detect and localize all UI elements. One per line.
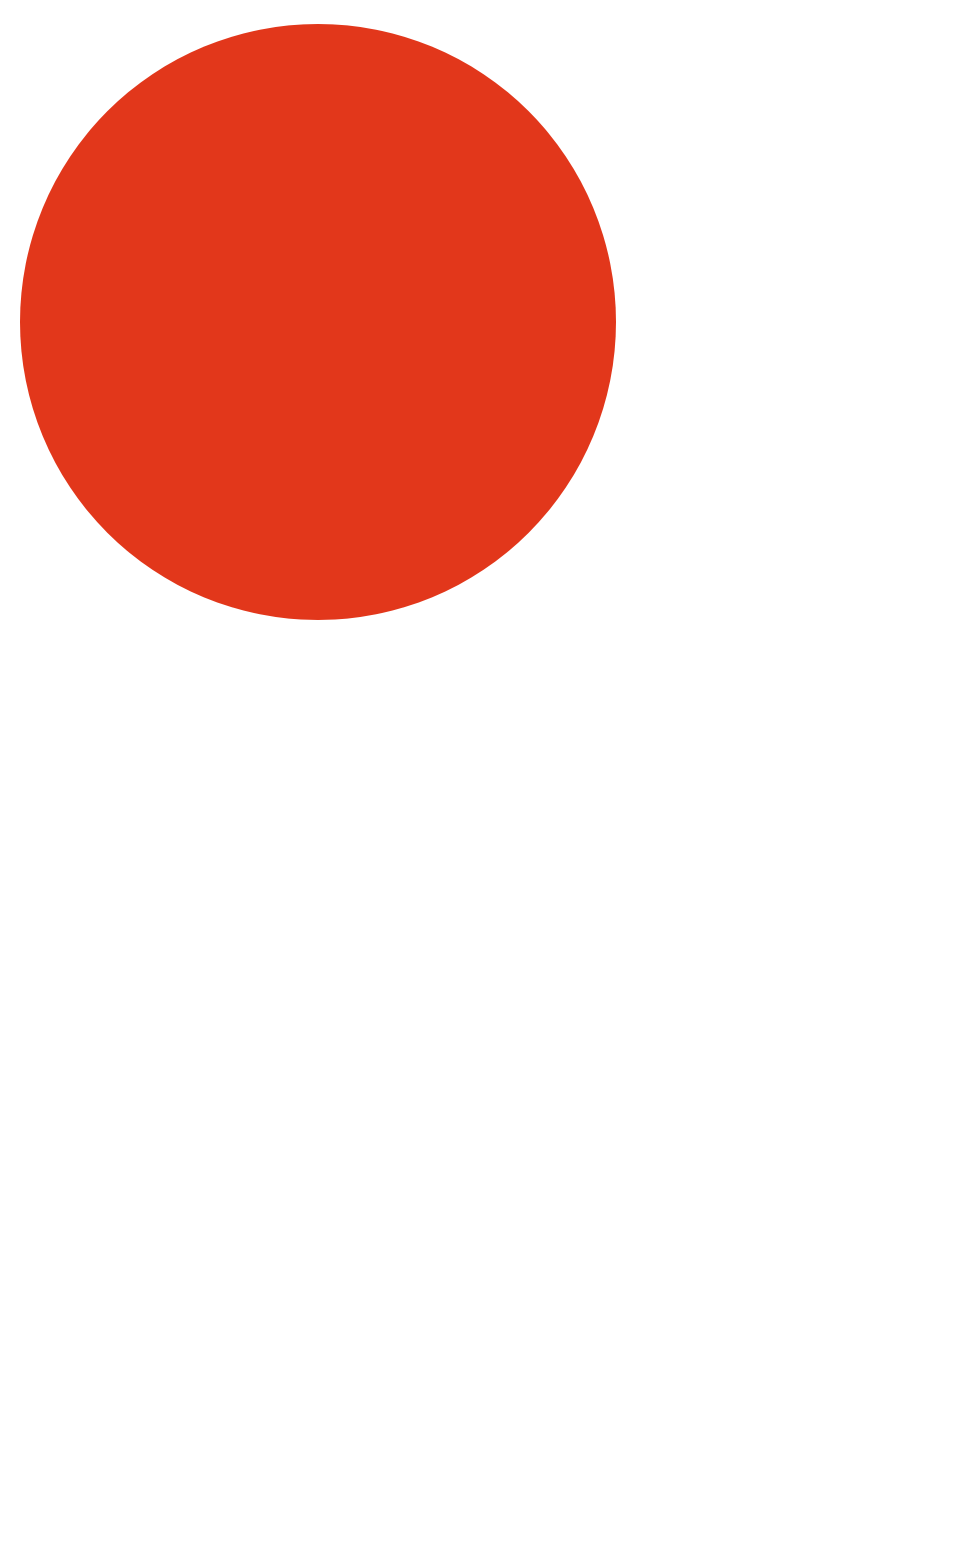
myelofibros-facts-list (134, 1172, 904, 1176)
blood-cell-types-list (88, 226, 558, 346)
list-item (88, 226, 558, 266)
blood-cell-types-panel (88, 208, 558, 346)
list-item (88, 266, 558, 306)
dotted-box-border (0, 1110, 960, 1510)
list-item (88, 306, 558, 346)
